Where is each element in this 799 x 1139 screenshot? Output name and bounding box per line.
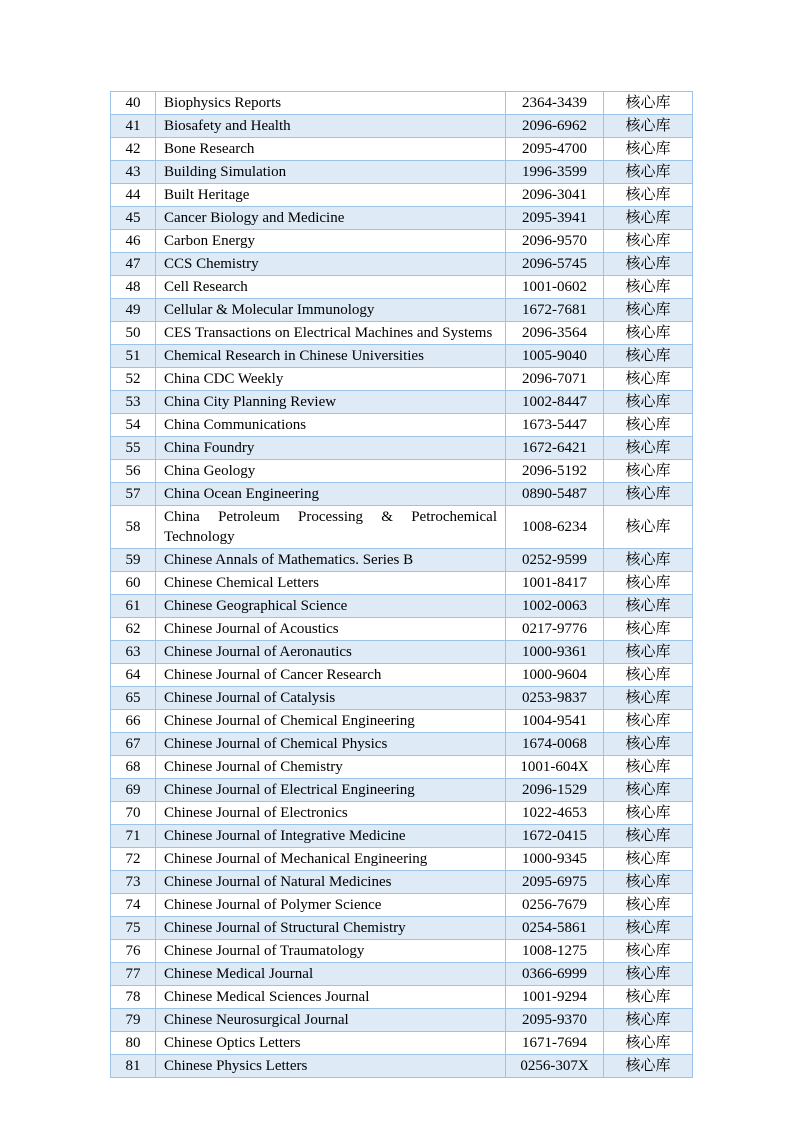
row-number-cell: 67 xyxy=(111,733,156,756)
row-number-cell: 73 xyxy=(111,871,156,894)
journal-name-cell: Cell Research xyxy=(156,276,506,299)
status-cell: 核心库 xyxy=(604,391,693,414)
status-cell: 核心库 xyxy=(604,276,693,299)
issn-cell: 1002-8447 xyxy=(506,391,604,414)
row-number-cell: 52 xyxy=(111,368,156,391)
row-number-cell: 77 xyxy=(111,963,156,986)
issn-cell: 1996-3599 xyxy=(506,161,604,184)
table-row xyxy=(111,986,693,1009)
table-row xyxy=(111,802,693,825)
status-cell: 核心库 xyxy=(604,664,693,687)
issn-cell: 1001-604X xyxy=(506,756,604,779)
table-row xyxy=(111,391,693,414)
issn-cell: 1005-9040 xyxy=(506,345,604,368)
journal-name-cell: China CDC Weekly xyxy=(156,368,506,391)
issn-cell: 2095-4700 xyxy=(506,138,604,161)
row-number-cell: 63 xyxy=(111,641,156,664)
journal-name-cell: Chinese Journal of Electronics xyxy=(156,802,506,825)
journal-name-cell: China Communications xyxy=(156,414,506,437)
table-row xyxy=(111,641,693,664)
issn-cell: 2096-5745 xyxy=(506,253,604,276)
status-cell: 核心库 xyxy=(604,595,693,618)
issn-cell: 2095-9370 xyxy=(506,1009,604,1032)
status-cell: 核心库 xyxy=(604,368,693,391)
issn-cell: 1000-9604 xyxy=(506,664,604,687)
issn-cell: 0366-6999 xyxy=(506,963,604,986)
journal-name-cell: Chinese Medical Sciences Journal xyxy=(156,986,506,1009)
issn-cell: 1008-6234 xyxy=(506,506,604,549)
row-number-cell: 54 xyxy=(111,414,156,437)
row-number-cell: 69 xyxy=(111,779,156,802)
table-row xyxy=(111,756,693,779)
status-cell: 核心库 xyxy=(604,894,693,917)
table-row xyxy=(111,733,693,756)
table-row xyxy=(111,779,693,802)
table-row xyxy=(111,1032,693,1055)
status-cell: 核心库 xyxy=(604,779,693,802)
row-number-cell: 49 xyxy=(111,299,156,322)
journal-name-cell: Chinese Journal of Chemical Engineering xyxy=(156,710,506,733)
table-row xyxy=(111,115,693,138)
row-number-cell: 51 xyxy=(111,345,156,368)
status-cell: 核心库 xyxy=(604,802,693,825)
issn-cell: 2095-6975 xyxy=(506,871,604,894)
status-cell: 核心库 xyxy=(604,1055,693,1078)
table-row xyxy=(111,549,693,572)
table-row xyxy=(111,92,693,115)
journal-name-cell: Cellular & Molecular Immunology xyxy=(156,299,506,322)
table-row xyxy=(111,710,693,733)
row-number-cell: 66 xyxy=(111,710,156,733)
journal-name-cell: China Foundry xyxy=(156,437,506,460)
journal-name-cell: Chemical Research in Chinese Universities xyxy=(156,345,506,368)
row-number-cell: 71 xyxy=(111,825,156,848)
journal-name-cell: Chinese Journal of Integrative Medicine xyxy=(156,825,506,848)
table-row xyxy=(111,276,693,299)
row-number-cell: 78 xyxy=(111,986,156,1009)
table-row xyxy=(111,664,693,687)
status-cell: 核心库 xyxy=(604,483,693,506)
issn-cell: 0256-7679 xyxy=(506,894,604,917)
issn-cell: 1001-9294 xyxy=(506,986,604,1009)
table-row xyxy=(111,184,693,207)
journal-name-cell: Bone Research xyxy=(156,138,506,161)
status-cell: 核心库 xyxy=(604,986,693,1009)
journal-table-body xyxy=(111,92,693,1078)
status-cell: 核心库 xyxy=(604,710,693,733)
journal-name-cell: CES Transactions on Electrical Machines and Systems xyxy=(156,322,506,345)
table-row xyxy=(111,572,693,595)
issn-cell: 1674-0068 xyxy=(506,733,604,756)
issn-cell: 0890-5487 xyxy=(506,483,604,506)
issn-cell: 2096-9570 xyxy=(506,230,604,253)
journal-name-cell: CCS Chemistry xyxy=(156,253,506,276)
table-row xyxy=(111,460,693,483)
status-cell: 核心库 xyxy=(604,506,693,549)
status-cell: 核心库 xyxy=(604,733,693,756)
issn-cell: 2096-5192 xyxy=(506,460,604,483)
row-number-cell: 60 xyxy=(111,572,156,595)
status-cell: 核心库 xyxy=(604,1009,693,1032)
journal-name-cell: Chinese Journal of Natural Medicines xyxy=(156,871,506,894)
status-cell: 核心库 xyxy=(604,963,693,986)
row-number-cell: 55 xyxy=(111,437,156,460)
table-row xyxy=(111,230,693,253)
table-row xyxy=(111,368,693,391)
status-cell: 核心库 xyxy=(604,940,693,963)
issn-cell: 1022-4653 xyxy=(506,802,604,825)
journal-name-cell: Carbon Energy xyxy=(156,230,506,253)
table-row xyxy=(111,161,693,184)
journal-name-cell: Chinese Chemical Letters xyxy=(156,572,506,595)
status-cell: 核心库 xyxy=(604,115,693,138)
issn-cell: 2096-1529 xyxy=(506,779,604,802)
status-cell: 核心库 xyxy=(604,917,693,940)
row-number-cell: 45 xyxy=(111,207,156,230)
journal-name-cell: Biosafety and Health xyxy=(156,115,506,138)
row-number-cell: 79 xyxy=(111,1009,156,1032)
table-row xyxy=(111,894,693,917)
table-row xyxy=(111,917,693,940)
status-cell: 核心库 xyxy=(604,253,693,276)
issn-cell: 1000-9345 xyxy=(506,848,604,871)
journal-name-cell: Chinese Journal of Structural Chemistry xyxy=(156,917,506,940)
table-row xyxy=(111,437,693,460)
issn-cell: 1672-6421 xyxy=(506,437,604,460)
journal-name-cell: Chinese Optics Letters xyxy=(156,1032,506,1055)
row-number-cell: 81 xyxy=(111,1055,156,1078)
status-cell: 核心库 xyxy=(604,1032,693,1055)
status-cell: 核心库 xyxy=(604,207,693,230)
issn-cell: 1004-9541 xyxy=(506,710,604,733)
table-row xyxy=(111,618,693,641)
journal-name-cell: Chinese Physics Letters xyxy=(156,1055,506,1078)
journal-table xyxy=(110,91,693,1078)
journal-name-cell: Chinese Journal of Polymer Science xyxy=(156,894,506,917)
issn-cell: 2364-3439 xyxy=(506,92,604,115)
status-cell: 核心库 xyxy=(604,641,693,664)
issn-cell: 1000-9361 xyxy=(506,641,604,664)
row-number-cell: 70 xyxy=(111,802,156,825)
table-row xyxy=(111,345,693,368)
status-cell: 核心库 xyxy=(604,322,693,345)
status-cell: 核心库 xyxy=(604,184,693,207)
table-row xyxy=(111,848,693,871)
issn-cell: 1673-5447 xyxy=(506,414,604,437)
row-number-cell: 50 xyxy=(111,322,156,345)
issn-cell: 0253-9837 xyxy=(506,687,604,710)
table-row xyxy=(111,414,693,437)
table-row xyxy=(111,1055,693,1078)
table-row xyxy=(111,825,693,848)
journal-name-cell: Chinese Journal of Aeronautics xyxy=(156,641,506,664)
issn-cell: 0256-307X xyxy=(506,1055,604,1078)
row-number-cell: 62 xyxy=(111,618,156,641)
status-cell: 核心库 xyxy=(604,345,693,368)
journal-name-cell: Chinese Geographical Science xyxy=(156,595,506,618)
table-row xyxy=(111,595,693,618)
row-number-cell: 76 xyxy=(111,940,156,963)
journal-name-cell: Biophysics Reports xyxy=(156,92,506,115)
row-number-cell: 47 xyxy=(111,253,156,276)
journal-name-cell: Chinese Journal of Acoustics xyxy=(156,618,506,641)
status-cell: 核心库 xyxy=(604,299,693,322)
row-number-cell: 72 xyxy=(111,848,156,871)
row-number-cell: 58 xyxy=(111,506,156,549)
journal-name-cell: Chinese Neurosurgical Journal xyxy=(156,1009,506,1032)
status-cell: 核心库 xyxy=(604,460,693,483)
journal-name-cell: Building Simulation xyxy=(156,161,506,184)
table-row xyxy=(111,483,693,506)
status-cell: 核心库 xyxy=(604,549,693,572)
issn-cell: 0254-5861 xyxy=(506,917,604,940)
row-number-cell: 43 xyxy=(111,161,156,184)
table-row xyxy=(111,871,693,894)
issn-cell: 0217-9776 xyxy=(506,618,604,641)
row-number-cell: 59 xyxy=(111,549,156,572)
status-cell: 核心库 xyxy=(604,230,693,253)
issn-cell: 1002-0063 xyxy=(506,595,604,618)
status-cell: 核心库 xyxy=(604,161,693,184)
row-number-cell: 80 xyxy=(111,1032,156,1055)
issn-cell: 1672-7681 xyxy=(506,299,604,322)
journal-name-cell: Built Heritage xyxy=(156,184,506,207)
row-number-cell: 42 xyxy=(111,138,156,161)
table-row xyxy=(111,687,693,710)
row-number-cell: 56 xyxy=(111,460,156,483)
row-number-cell: 74 xyxy=(111,894,156,917)
status-cell: 核心库 xyxy=(604,825,693,848)
journal-name-cell: Chinese Medical Journal xyxy=(156,963,506,986)
status-cell: 核心库 xyxy=(604,92,693,115)
journal-name-cell: Chinese Annals of Mathematics. Series B xyxy=(156,549,506,572)
journal-name-cell: China Ocean Engineering xyxy=(156,483,506,506)
issn-cell: 0252-9599 xyxy=(506,549,604,572)
table-row xyxy=(111,322,693,345)
table-row xyxy=(111,253,693,276)
row-number-cell: 57 xyxy=(111,483,156,506)
journal-name-cell: China City Planning Review xyxy=(156,391,506,414)
issn-cell: 1001-8417 xyxy=(506,572,604,595)
issn-cell: 2096-7071 xyxy=(506,368,604,391)
journal-name-cell: Chinese Journal of Catalysis xyxy=(156,687,506,710)
status-cell: 核心库 xyxy=(604,618,693,641)
row-number-cell: 64 xyxy=(111,664,156,687)
row-number-cell: 46 xyxy=(111,230,156,253)
row-number-cell: 40 xyxy=(111,92,156,115)
issn-cell: 1008-1275 xyxy=(506,940,604,963)
issn-cell: 2096-6962 xyxy=(506,115,604,138)
table-row xyxy=(111,138,693,161)
journal-name-cell: Chinese Journal of Chemical Physics xyxy=(156,733,506,756)
status-cell: 核心库 xyxy=(604,138,693,161)
row-number-cell: 61 xyxy=(111,595,156,618)
issn-cell: 1001-0602 xyxy=(506,276,604,299)
journal-name-cell: China Petroleum Processing & Petrochemical Technology xyxy=(156,506,506,549)
issn-cell: 1672-0415 xyxy=(506,825,604,848)
table-row xyxy=(111,299,693,322)
journal-name-cell: China Geology xyxy=(156,460,506,483)
issn-cell: 1671-7694 xyxy=(506,1032,604,1055)
journal-name-cell: Chinese Journal of Traumatology xyxy=(156,940,506,963)
issn-cell: 2096-3564 xyxy=(506,322,604,345)
status-cell: 核心库 xyxy=(604,414,693,437)
row-number-cell: 75 xyxy=(111,917,156,940)
status-cell: 核心库 xyxy=(604,687,693,710)
journal-name-cell: Chinese Journal of Cancer Research xyxy=(156,664,506,687)
journal-name-cell: Chinese Journal of Chemistry xyxy=(156,756,506,779)
table-row xyxy=(111,1009,693,1032)
status-cell: 核心库 xyxy=(604,848,693,871)
issn-cell: 2096-3041 xyxy=(506,184,604,207)
row-number-cell: 53 xyxy=(111,391,156,414)
row-number-cell: 68 xyxy=(111,756,156,779)
status-cell: 核心库 xyxy=(604,871,693,894)
issn-cell: 2095-3941 xyxy=(506,207,604,230)
row-number-cell: 41 xyxy=(111,115,156,138)
table-row xyxy=(111,963,693,986)
journal-name-cell: Chinese Journal of Mechanical Engineering xyxy=(156,848,506,871)
row-number-cell: 44 xyxy=(111,184,156,207)
row-number-cell: 48 xyxy=(111,276,156,299)
status-cell: 核心库 xyxy=(604,437,693,460)
status-cell: 核心库 xyxy=(604,572,693,595)
table-row xyxy=(111,506,693,549)
table-row xyxy=(111,940,693,963)
status-cell: 核心库 xyxy=(604,756,693,779)
table-row xyxy=(111,207,693,230)
row-number-cell: 65 xyxy=(111,687,156,710)
journal-name-cell: Cancer Biology and Medicine xyxy=(156,207,506,230)
journal-name-cell: Chinese Journal of Electrical Engineering xyxy=(156,779,506,802)
